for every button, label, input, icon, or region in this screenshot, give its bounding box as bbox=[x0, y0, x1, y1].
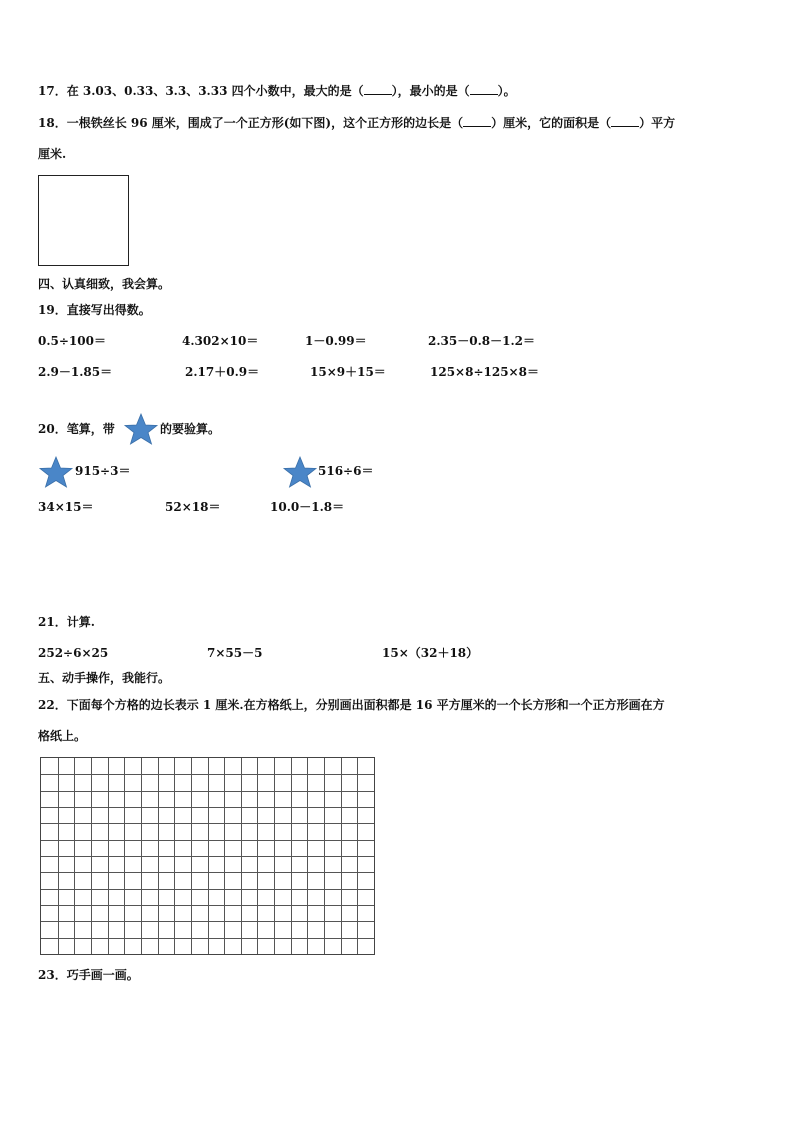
q19-r2-c2: 2.17＋0.9＝ bbox=[185, 365, 260, 379]
q21-item-3: 15×（32＋18） bbox=[382, 646, 479, 660]
q22-line2: 格纸上。 bbox=[38, 729, 87, 743]
q19-r2-c4: 125×8÷125×8＝ bbox=[430, 365, 539, 379]
q19-r1-c3: 1－0.99＝ bbox=[305, 334, 367, 348]
q19-r1-c1: 0.5÷100＝ bbox=[38, 334, 106, 348]
q17-text-b: ），最小的是（ bbox=[391, 84, 470, 98]
q22-line1: 22．下面每个方格的边长表示 1 厘米.在方格纸上，分别画出面积都是 16 平方厘米的一个长方形和一个正方形画在方 bbox=[38, 698, 665, 712]
q18-text-c: ）平方 bbox=[639, 116, 676, 130]
section-5-heading: 五、动手操作，我能行。 bbox=[38, 671, 171, 685]
star-icon bbox=[38, 456, 74, 488]
q19-title: 19．直接写出得数。 bbox=[38, 303, 151, 317]
q19-r1-c4: 2.35－0.8－1.2＝ bbox=[428, 334, 535, 348]
q20-star-problem-1: 915÷3＝ bbox=[75, 464, 131, 478]
q18-blank-side[interactable] bbox=[463, 116, 491, 127]
graph-paper-grid[interactable] bbox=[40, 757, 375, 955]
q17-text-a: 17．在 3.03、0.33、3.3、3.33 四个小数中，最大的是（ bbox=[38, 84, 364, 98]
q19-r2-c3: 15×9＋15＝ bbox=[310, 365, 386, 379]
q18-text-b: ）厘米，它的面积是（ bbox=[491, 116, 612, 130]
q18-blank-area[interactable] bbox=[611, 116, 639, 127]
q18-line2: 厘米. bbox=[38, 147, 67, 161]
q17-blank-max[interactable] bbox=[364, 84, 392, 95]
q17-blank-min[interactable] bbox=[470, 84, 498, 95]
section-4-heading: 四、认真细致，我会算。 bbox=[38, 277, 171, 291]
q19-r2-c1: 2.9－1.85＝ bbox=[38, 365, 113, 379]
q23-title: 23．巧手画一画。 bbox=[38, 968, 139, 982]
q20-title-a: 20．笔算，带 bbox=[38, 422, 115, 436]
q20-problem-2: 52×18＝ bbox=[165, 500, 221, 514]
question-18 bbox=[38, 115, 675, 131]
star-icon bbox=[282, 456, 318, 488]
square-figure bbox=[38, 175, 129, 266]
q20-title-b: 的要验算。 bbox=[160, 422, 221, 436]
q20-problem-1: 34×15＝ bbox=[38, 500, 94, 514]
q20-star-problem-2: 516÷6＝ bbox=[318, 464, 374, 478]
question-17 bbox=[38, 83, 516, 99]
q17-text-c: ）。 bbox=[497, 84, 516, 98]
star-icon bbox=[123, 413, 159, 445]
q18-text-a: 18．一根铁丝长 96 厘米，围成了一个正方形(如下图)，这个正方形的边长是（ bbox=[38, 116, 464, 130]
q20-problem-3: 10.0－1.8＝ bbox=[270, 500, 345, 514]
q21-item-2: 7×55－5 bbox=[207, 646, 263, 660]
q21-item-1: 252÷6×25 bbox=[38, 646, 109, 660]
q21-title: 21．计算. bbox=[38, 615, 95, 629]
q19-r1-c2: 4.302×10＝ bbox=[182, 334, 259, 348]
